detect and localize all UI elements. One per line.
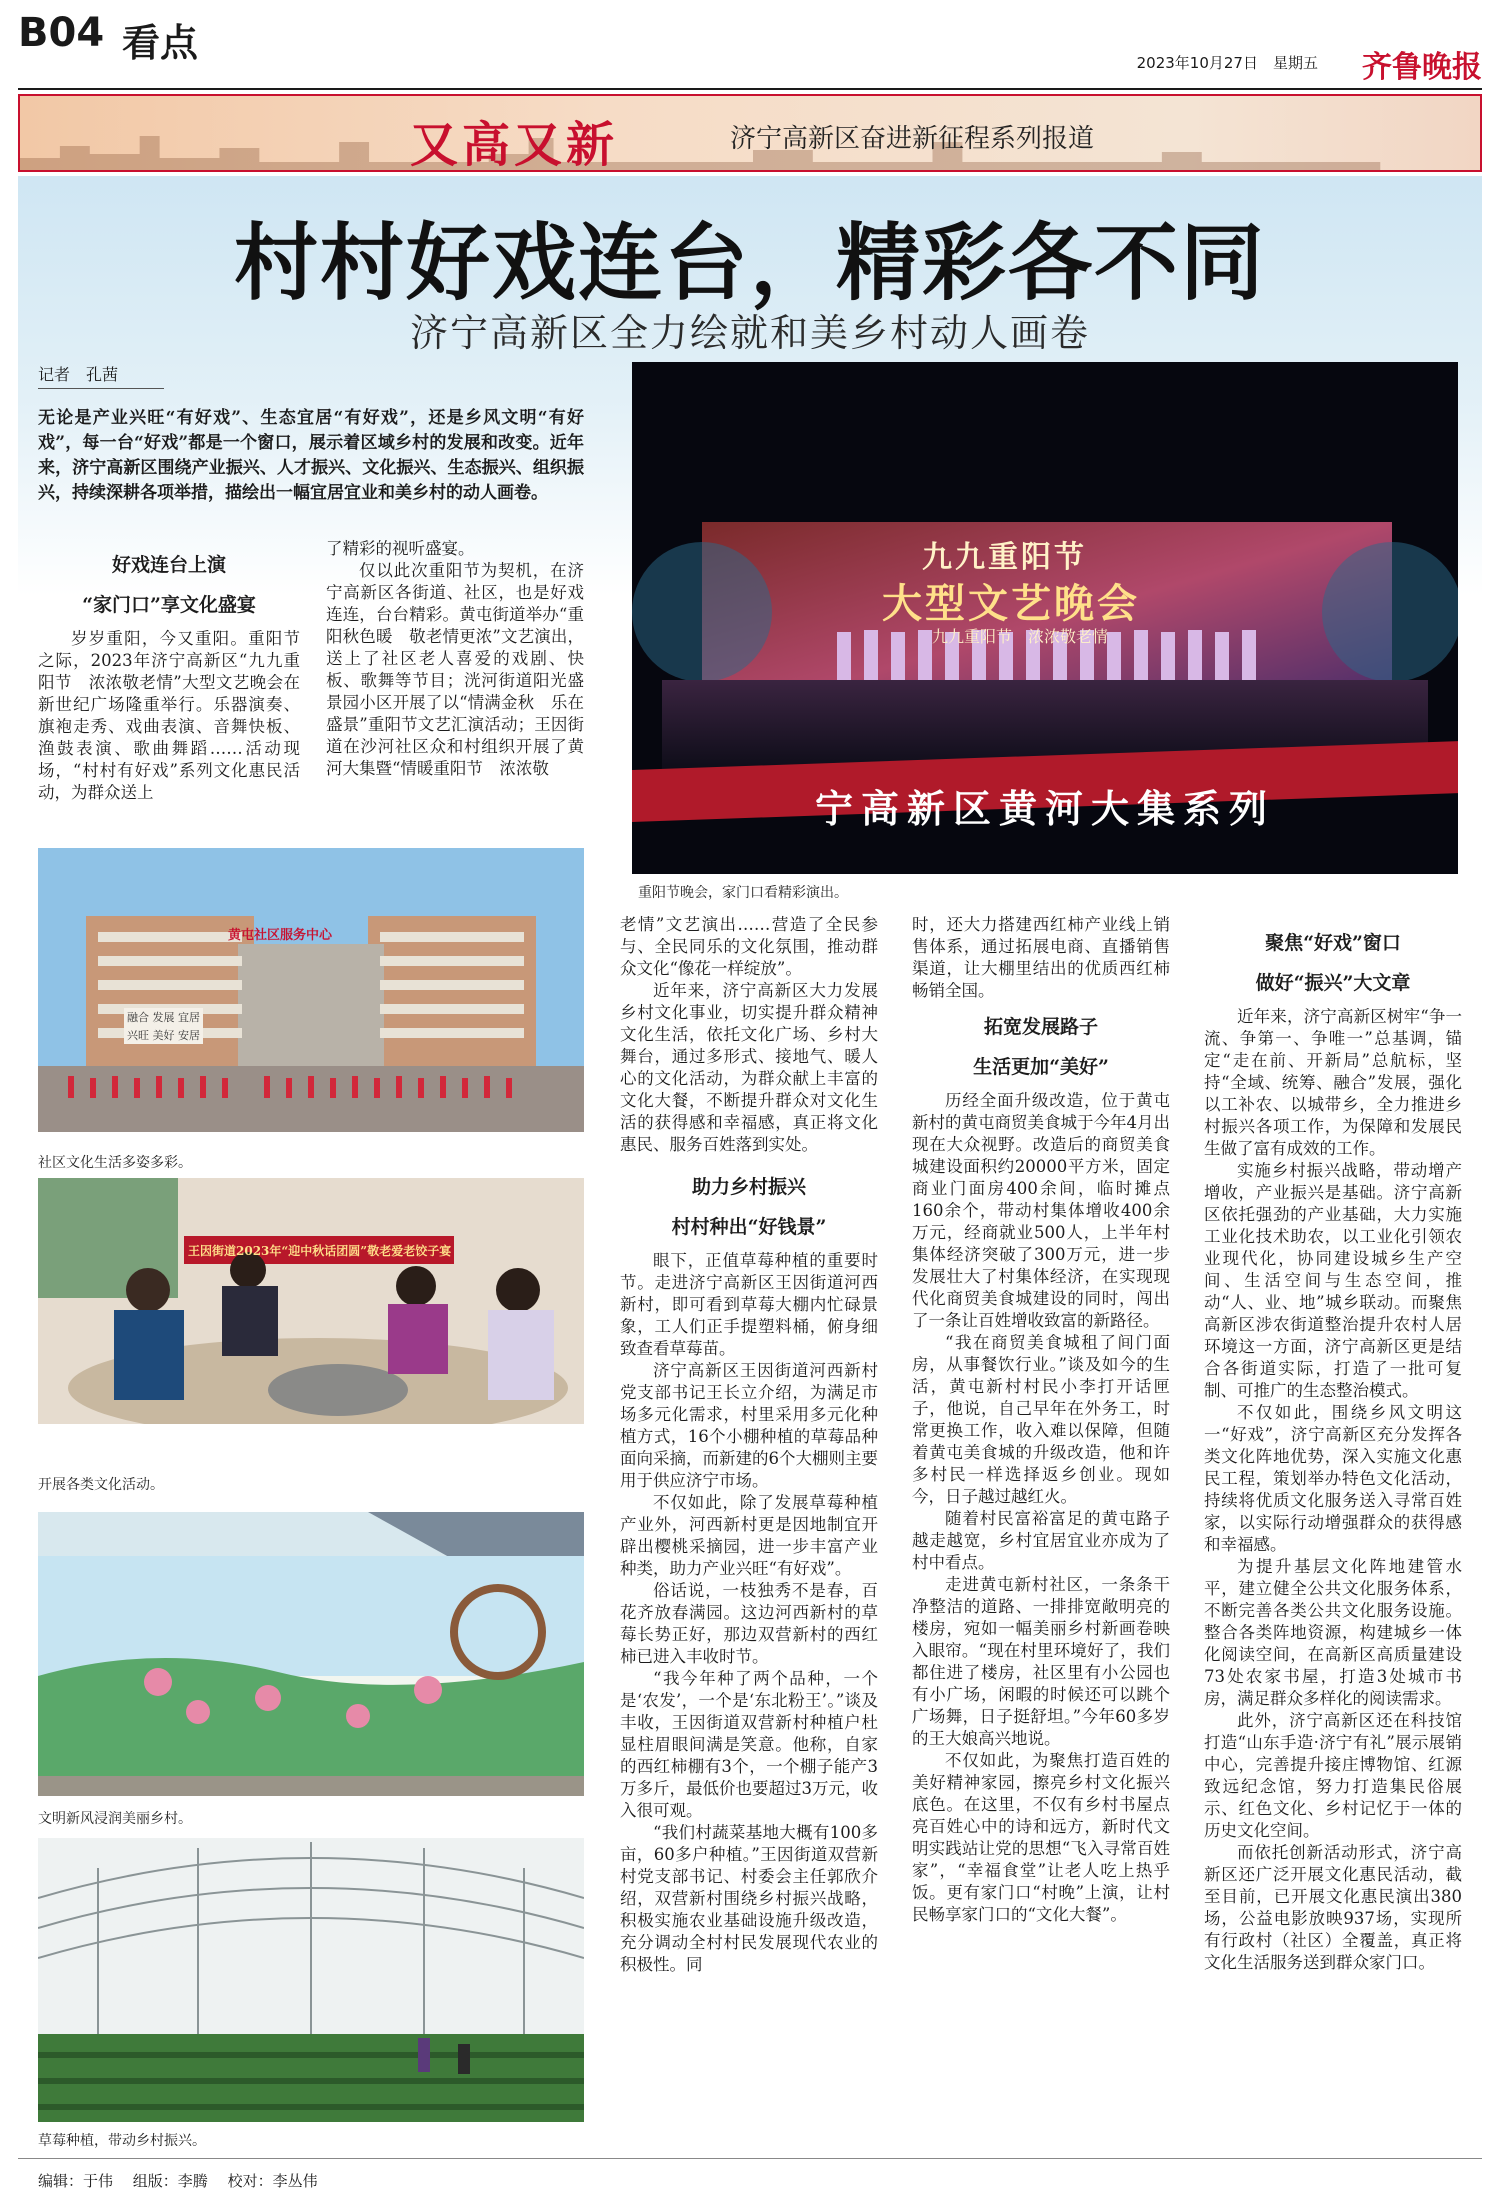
paragraph: “我今年种了两个品种，一个是‘农发’，一个是‘东北粉王’。”谈及丰收，王因街道双营新村种植户杜显柱眉眼间满是笑意。他称，自家的西红柿棚有3个，一个棚子能产3万多斤，最低价也要超过3万元，收入很可观。 <box>620 1669 878 1820</box>
date-text: 2023年10月27日 <box>1136 54 1258 72</box>
banner-subtitle: 济宁高新区奋进新征程系列报道 <box>730 124 1095 154</box>
subheadline: 济宁高新区全力绘就和美乡村动人画卷 <box>409 311 1090 355</box>
section-heading-3b: 生活更加“美好” <box>973 1056 1109 1078</box>
layout-credit: 组版：李腾 <box>132 2172 208 2190</box>
building-board-2: 兴旺 美好 安居 <box>124 1026 203 1044</box>
headline: 村村好戏连台，精彩各不同 <box>233 213 1266 312</box>
series-banner <box>18 94 1482 172</box>
column-4 <box>912 914 1170 1926</box>
community-photo <box>38 848 584 1132</box>
paragraph: 历经全面升级改造，位于黄屯新村的黄屯商贸美食城于今年4月出现在大众视野。改造后的商贸美食城建设面积约20000平方米，固定商业门面房400余间，临时摊点160余个，带动村集体增收400余万元，经商就业500人，上半年村集体经济突破了300万元，进一步发展壮大了村集体经济，在实现现代化商贸美食城建设的同时，闯出了一条让百姓增收致富的新路径。 <box>912 1091 1170 1330</box>
section-heading-1b: “家门口”享文化盛宴 <box>82 594 256 616</box>
section-heading-2a: 助力乡村振兴 <box>691 1176 806 1198</box>
banner-title: 又高又新 <box>410 117 619 172</box>
byline: 记者 孔茜 <box>38 362 164 389</box>
mural-photo-caption: 文明新风浸润美丽乡村。 <box>38 1811 192 1827</box>
weekday-text: 星期五 <box>1272 54 1318 72</box>
stage-screen-subtitle: 九九重阳节 浓浓敬老情 <box>932 627 1109 646</box>
greenhouse-photo-image <box>38 1838 584 2122</box>
dumplings-photo <box>38 1178 584 1424</box>
column-5 <box>1204 926 1462 1974</box>
section-heading-1a: 好戏连台上演 <box>111 554 226 576</box>
stage-screen-title-2: 大型文艺晚会 <box>882 580 1140 627</box>
paragraph: 随着村民富裕富足的黄屯路子越走越宽，乡村宜居宜业亦成为了村中看点。 <box>912 1509 1170 1572</box>
mural-photo <box>38 1512 584 1796</box>
paragraph: 俗话说，一枝独秀不是春，百花齐放春满园。这边河西新村的草莓长势正好，那边双营新村的西红柿已进入丰收时节。 <box>620 1581 878 1666</box>
paragraph: 不仅如此，除了发展草莓种植产业外，河西新村更是因地制宜开辟出樱桃采摘园，进一步丰富产业种类，助力产业兴旺“有好戏”。 <box>620 1493 878 1578</box>
dumplings-photo-caption: 开展各类文化活动。 <box>38 1477 164 1493</box>
community-photo-caption: 社区文化生活多姿多彩。 <box>38 1155 192 1171</box>
stage-screen-title-1: 九九重阳节 <box>922 540 1087 575</box>
newspaper-logo: 齐鲁晚报 <box>1362 50 1482 85</box>
mural-photo-image <box>38 1512 584 1796</box>
paragraph: 济宁高新区王因街道河西新村党支部书记王长立介绍，为满足市场多元化需求，村里采用多元化种植方式，16个小棚种植的草莓品种面向采摘，而新建的6个大棚则主要用于供应济宁市场。 <box>620 1361 878 1490</box>
paragraph: 仅以此次重阳节为契机，在济宁高新区各街道、社区，也是好戏连连，台台精彩。黄屯街道举办“重阳秋色暖 敬老情更浓”文艺演出，送上了社区老人喜爱的戏剧、快板、歌舞等节目；洸河街道阳光盛景园小区开展了以“情满金秋 乐在盛景”重阳节文艺汇演活动；王因街道在沙河社区众和村组织开展了黄河大集暨“情暖重阳节 浓浓敬 <box>326 561 584 778</box>
column-3 <box>620 914 878 1976</box>
stage-banner-text: 宁高新区黄河大集系列 <box>814 786 1275 831</box>
section-heading-4b: 做好“振兴”大文章 <box>1255 972 1411 994</box>
community-photo-image <box>38 848 584 1132</box>
dumplings-photo-image <box>38 1178 584 1424</box>
header-rule <box>18 88 1482 90</box>
section-heading-3a: 拓宽发展路子 <box>983 1016 1098 1038</box>
stage-photo <box>632 362 1458 874</box>
greenhouse-photo-caption: 草莓种植，带动乡村振兴。 <box>38 2133 206 2149</box>
dumplings-banner-text: 王因街道2023年“迎中秋话团圆”敬老爱老饺子宴 <box>188 1244 452 1258</box>
stage-photo-caption: 重阳节晚会，家门口看精彩演出。 <box>638 885 848 901</box>
paragraph: 此外，济宁高新区还在科技馆打造“山东手造·济宁有礼”展示展销中心，完善提升接庄博物馆、红源致远纪念馆，努力打造集民俗展示、红色文化、乡村记忆于一体的历史文化空间。 <box>1204 1711 1462 1840</box>
paragraph: 走进黄屯新村社区，一条条干净整洁的道路、一排排宽敞明亮的楼房，宛如一幅美丽乡村新画卷映入眼帘。“现在村里环境好了，我们都住进了楼房，社区里有小公园也有小广场，闲暇的时候还可以跳个广场舞，日子挺舒坦。”今年60多岁的王大娘高兴地说。 <box>912 1575 1170 1748</box>
building-board-1: 融合 发展 宜居 <box>124 1008 203 1026</box>
paragraph: 岁岁重阳，今又重阳。重阳节之际，2023年济宁高新区“九九重阳节 浓浓敬老情”大型文艺晚会在新世纪广场隆重举行。乐器演奏、旗袍走秀、戏曲表演、音舞快板、渔鼓表演、歌曲舞蹈……活动现场，“村村有好戏”系列文化惠民活动，为群众送上 <box>38 629 300 802</box>
paragraph: 眼下，正值草莓种植的重要时节。走进济宁高新区王因街道河西新村，即可看到草莓大棚内忙碌景象，工人们正手提塑料桶，俯身细致查看草莓苗。 <box>620 1251 878 1358</box>
footer-rule <box>18 2158 1482 2159</box>
proof-credit: 校对：李丛伟 <box>227 2172 318 2190</box>
section-heading-2b: 村村种出“好钱景” <box>671 1216 827 1238</box>
paragraph: 实施乡村振兴战略，带动增产增收，产业振兴是基础。济宁高新区依托强劲的产业基础，大力实施工业化技术助农，以工业化引领农业现代化，协同建设城乡生产空间、生活空间与生态空间，推动“人、业、地”城乡联动。而聚焦高新区涉农街道整治提升农村人居环境这一方面，济宁高新区更是结合各街道实际，打造了一批可复制、可推广的生态整治模式。 <box>1204 1161 1462 1400</box>
paragraph: 老情”文艺演出……营造了全民参与、全民同乐的文化氛围，推动群众文化“像花一样绽放”。 <box>620 915 878 978</box>
page-number: B04 <box>18 10 105 56</box>
paragraph: 而依托创新活动形式，济宁高新区还广泛开展文化惠民活动，截至目前，已开展文化惠民演出380场，公益电影放映937场，实现所有行政村（社区）全覆盖，真正将文化生活服务送到群众家门口。 <box>1204 1843 1462 1972</box>
paragraph: 近年来，济宁高新区树牢“争一流、争第一、争唯一”总基调，锚定“走在前、开新局”总航标，坚持“全域、统筹、融合”发展，强化以工补农、以城带乡，全力推进乡村振兴各项工作，为保障和发展民生做了富有成效的工作。 <box>1204 1007 1462 1158</box>
paragraph: 不仅如此，围绕乡风文明这一“好戏”，济宁高新区充分发挥各类文化阵地优势，深入实施文化惠民工程，策划举办特色文化活动，持续将优质文化服务送入寻常百姓家，以实际行动增强群众的获得感和幸福感。 <box>1204 1403 1462 1554</box>
section-heading-4a: 聚焦“好戏”窗口 <box>1265 932 1401 954</box>
paragraph: “我在商贸美食城租了间门面房，从事餐饮行业。”谈及如今的生活，黄屯新村村民小李打开话匣子，他说，自己早年在外务工，时常更换工作，收入难以保障，但随着黄屯美食城的升级改造，他和许多村民一样选择返乡创业。现如今，日子越过越红火。 <box>912 1333 1170 1506</box>
greenhouse-photo <box>38 1838 584 2122</box>
section-name: 看点 <box>122 20 199 65</box>
issue-date <box>1137 52 1318 73</box>
paragraph: 近年来，济宁高新区大力发展乡村文化事业，切实提升群众精神文化生活，依托文化广场、乡村大舞台，通过多形式、接地气、暖人心的文化活动，为群众献上丰富的文化大餐，不断提升群众对文化生活的获得感和幸福感，真正将文化惠民、服务百姓落到实处。 <box>620 981 878 1154</box>
paragraph: “我们村蔬菜基地大概有100多亩，60多户种植。”王因街道双营新村党支部书记、村委会主任郭欣介绍，双营新村围绕乡村振兴战略，积极实施农业基础设施升级改造，充分调动全村村民发展现代农业的积极性。同 <box>620 1823 878 1974</box>
editor-credit: 编辑：于伟 <box>38 2172 114 2190</box>
column-2 <box>326 538 584 780</box>
page-header <box>18 8 1482 86</box>
paragraph: 为提升基层文化阵地建管水平，建立健全公共文化服务体系，不断完善各类公共文化服务设施。整合各类阵地资源，构建城乡一体化阅读空间，在高新区高质量建设73处农家书屋，打造3处城市书房，满足群众多样化的阅读需求。 <box>1204 1557 1462 1708</box>
paragraph: 不仅如此，为聚焦打造百姓的美好精神家园，擦亮乡村文化振兴底色。在这里，不仅有乡村书屋点亮百姓心中的诗和远方，新时代文明实践站让党的思想“飞入寻常百姓家”，“幸福食堂”让老人吃上热乎饭。更有家门口“村晚”上演，让村民畅享家门口的“文化大餐”。 <box>912 1751 1170 1924</box>
page-footer <box>38 2170 318 2191</box>
lead-paragraph: 无论是产业兴旺“有好戏”、生态宜居“有好戏”，还是乡风文明“有好戏”，每一台“好戏”都是一个窗口，展示着区域乡村的发展和改变。近年来，济宁高新区围绕产业振兴、人才振兴、文化振兴、生态振兴、组织振兴，持续深耕各项举措，描绘出一幅宜居宜业和美乡村的动人画卷。 <box>38 408 584 503</box>
column-1 <box>38 548 300 804</box>
paragraph: 了精彩的视听盛宴。 <box>326 539 475 558</box>
paragraph: 时，还大力搭建西红柿产业线上销售体系，通过拓展电商、直播销售渠道，让大棚里结出的优质西红柿畅销全国。 <box>912 915 1170 1000</box>
building-sign: 黄屯社区服务中心 <box>228 928 333 943</box>
